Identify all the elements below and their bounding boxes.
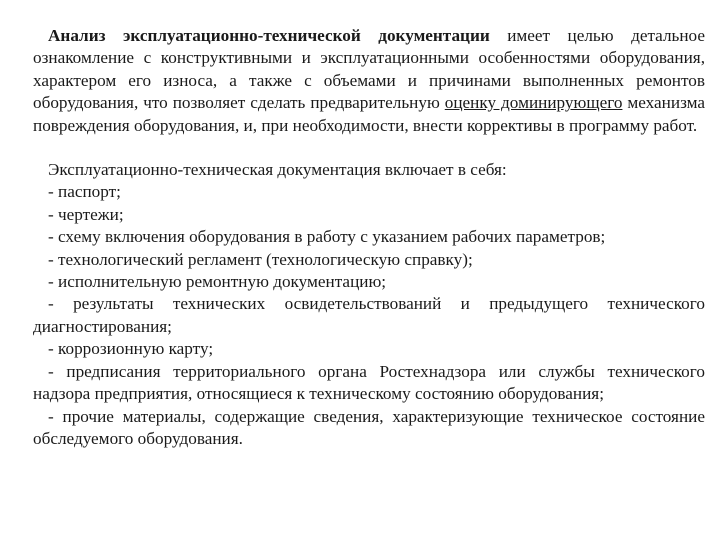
intro-text-2: механизма повреждения оборудования, и, при необходимости, внести коррективы в программу работ.: [33, 93, 705, 135]
list-item: - предписания территориального органа Ростехнадзора или службы технического надзора предприятия, относящиеся к техническому состоянию оборудования;: [33, 361, 705, 404]
intro-text-1: имеет целью детальное ознакомление с конструктивными и эксплуатационными особенностями оборудования, характером его износа, а также с объемами и причинами выполненных ремонтов оборудования, что позволяет сделать предварительную: [33, 26, 705, 113]
slide-body: [33, 25, 705, 450]
list-item: - технологический регламент (технологическую справку);: [48, 249, 473, 269]
list-item: - паспорт;: [48, 182, 121, 202]
list-item: - результаты технических освидетельствований и предыдущего технического диагностирования;: [33, 294, 705, 336]
intro-paragraph: [33, 25, 705, 137]
intro-lead: Анализ эксплуатационно-технической документации: [48, 26, 490, 45]
document-list: [33, 181, 705, 450]
paragraph-spacer: [33, 137, 705, 159]
list-item: - чертежи;: [48, 204, 124, 224]
intro-underlined: оценку доминирующего: [444, 93, 623, 113]
list-heading: Эксплуатационно-техническая документация включает в себя:: [48, 160, 507, 180]
list-item: - исполнительную ремонтную документацию;: [48, 272, 387, 292]
list-item: - схему включения оборудования в работу с указанием рабочих параметров;: [48, 227, 606, 247]
list-item: - прочие материалы, содержащие сведения, характеризующие техническое состояние обследуемого оборудования.: [33, 406, 705, 448]
list-item: - коррозионную карту;: [48, 339, 214, 359]
